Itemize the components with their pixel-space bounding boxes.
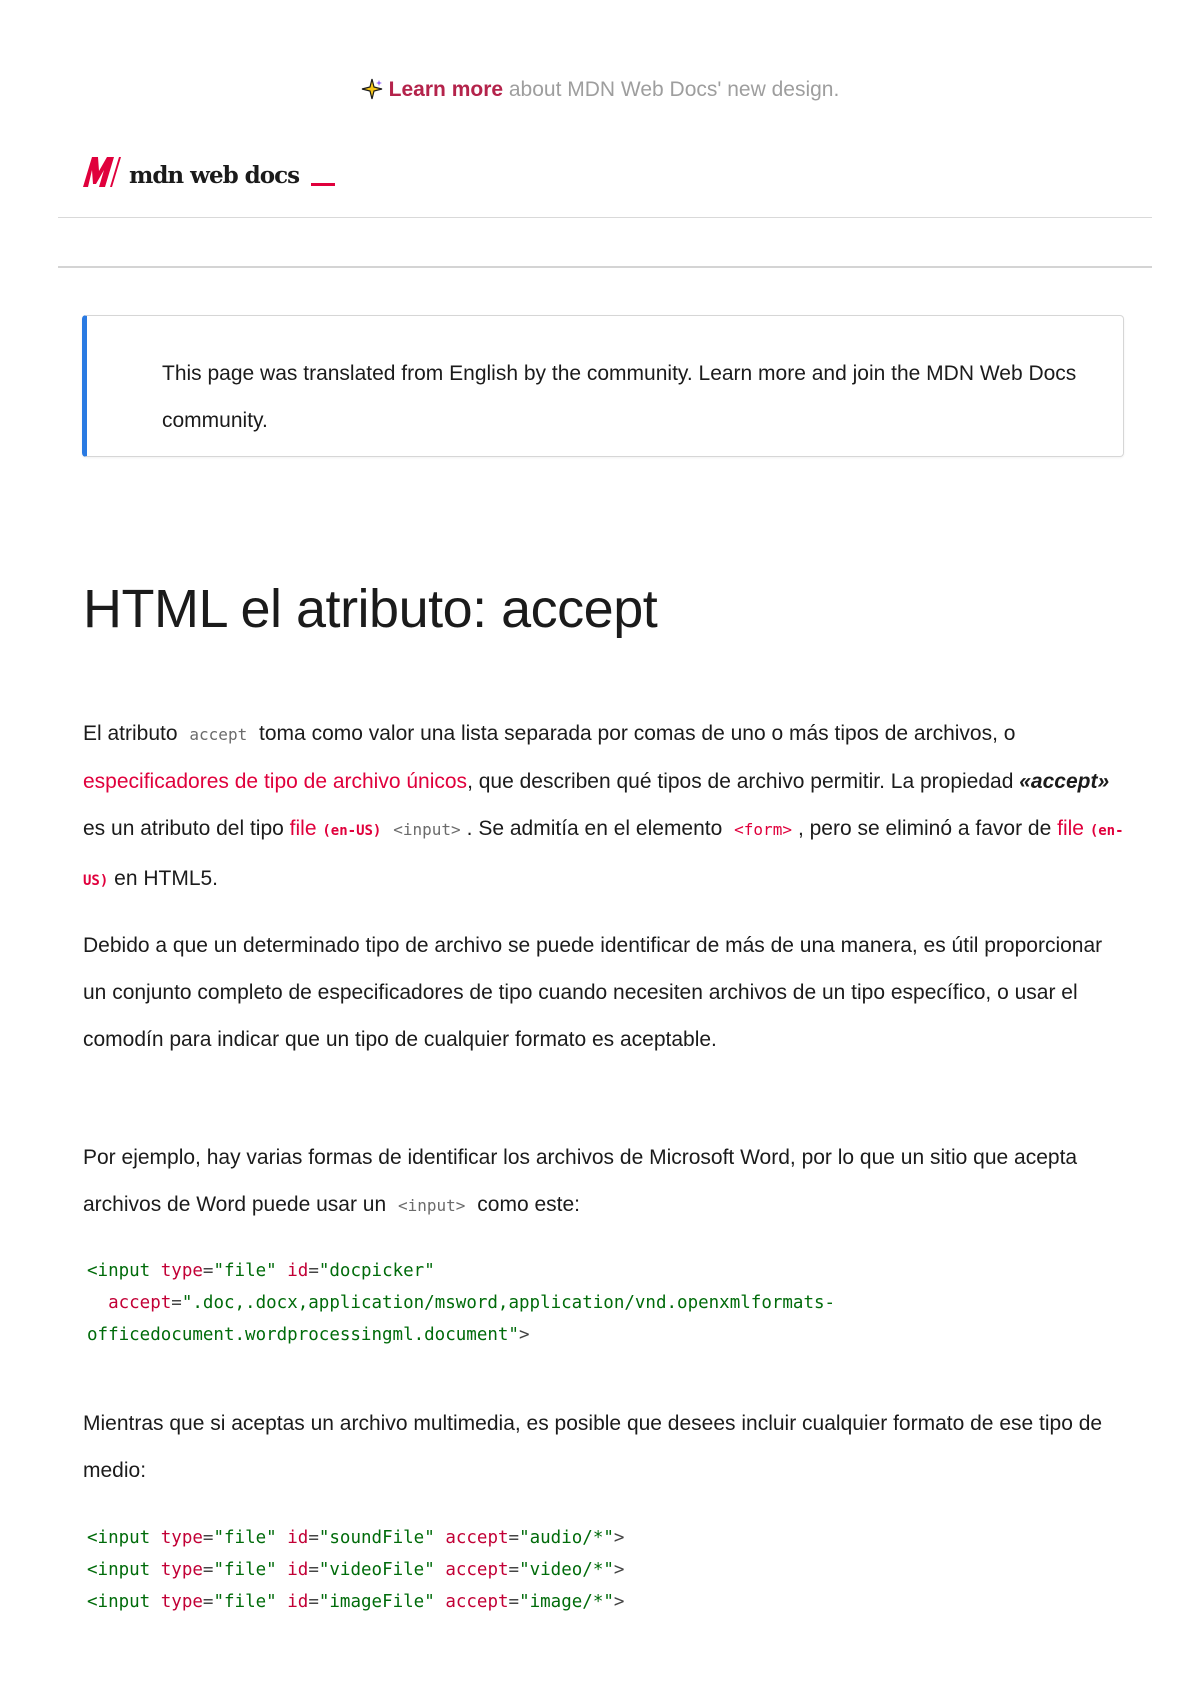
code-token: "imageFile" (318, 1592, 435, 1612)
code-token: type (160, 1261, 203, 1281)
announcement-banner (0, 78, 1200, 102)
page-title: HTML el atributo: accept (83, 579, 658, 639)
code-token: "soundFile" (318, 1528, 435, 1548)
learn-more-link[interactable]: Learn more (388, 78, 504, 101)
mdn-logo[interactable] (83, 157, 335, 187)
code-token: id (287, 1261, 309, 1281)
emphasis-accept: «accept» (1019, 770, 1110, 793)
code-token: > (518, 1325, 530, 1345)
code-token: officedocument.wordprocessingml.document" (87, 1325, 519, 1345)
code-token: ".doc,.docx,application/msword,application/vnd.openxmlformats- (181, 1293, 836, 1313)
code-token: accept (445, 1592, 509, 1612)
code-token: <input (87, 1528, 151, 1548)
code-token: "audio/*" (519, 1528, 614, 1548)
code-token: "docpicker" (318, 1261, 435, 1281)
code-example-media: <input type="file" id="soundFile" accept="audio/*"> <input type="file" id="videoFile" accept="video/*"> <input type="file" id="imageFile" accept="image/*"> (87, 1528, 625, 1612)
paragraph-2: Debido a que un determinado tipo de archivo se puede identificar de más de una manera, es útil proporcionar un conjunto completo de especificadores de tipo cuando necesiten archivos de un tipo específico, o usar el comodín para indicar que un tipo de cualquier formato es aceptable. (83, 934, 1103, 1051)
link-file[interactable] (290, 817, 382, 840)
code-example-word: <input type="file" id="docpicker" accept=".doc,.docx,application/msword,application/vnd.openxmlformats- officedocument.wordprocessingml.document"> (87, 1261, 836, 1345)
header-divider (58, 217, 1152, 218)
code-token: > (613, 1592, 625, 1612)
text: El atributo (83, 722, 178, 745)
code-token: accept (445, 1528, 509, 1548)
text: . Se admitía en el elemento (466, 817, 723, 840)
link-file-label: file (289, 817, 317, 840)
code-token: id (287, 1560, 309, 1580)
code-token: <input (87, 1560, 151, 1580)
text: , que describen qué tipos de archivo permitir. La propiedad (467, 770, 1014, 793)
logo-wordmark: mdn web docs (129, 162, 300, 189)
text: toma como valor una lista separada por comas de uno o más tipos de archivos, o (259, 722, 1016, 745)
code-token: accept (108, 1293, 172, 1313)
paragraph-3 (83, 1134, 1128, 1229)
toolbar-divider (58, 266, 1152, 268)
logo-cursor (311, 183, 335, 186)
code-token: "file" (213, 1560, 277, 1580)
code-token: type (160, 1528, 203, 1548)
notice-text: This page was translated from English by the community. Learn more and join the MDN Web Docs community. (162, 362, 1077, 432)
banner-text: about MDN Web Docs' new design. (503, 78, 840, 101)
code-token: type (160, 1592, 203, 1612)
code-input[interactable]: <input> (393, 820, 461, 839)
text: Por ejemplo, hay varias formas de identificar los archivos de Microsoft Word, por lo que un sitio que acepta archivos de Word puede usar un (83, 1146, 1078, 1216)
translation-notice (82, 315, 1124, 457)
code-token: id (287, 1592, 309, 1612)
text: en HTML5. (114, 867, 219, 890)
en-us-badge: (en-US) (83, 823, 1124, 889)
code-token: > (613, 1560, 625, 1580)
code-token: id (287, 1528, 309, 1548)
code-token: "image/*" (519, 1592, 614, 1612)
code-token: "file" (213, 1528, 277, 1548)
code-form[interactable]: <form> (734, 820, 792, 839)
text: es un atributo del tipo (83, 817, 284, 840)
code-token: type (160, 1560, 203, 1580)
code-token: > (613, 1528, 625, 1548)
code-token: "video/*" (519, 1560, 614, 1580)
code-accept: accept (189, 725, 248, 744)
paragraph-4: Mientras que si aceptas un archivo multimedia, es posible que desees incluir cualquier formato de ese tipo de medio: (83, 1412, 1103, 1482)
text: , pero se eliminó a favor de (797, 817, 1052, 840)
code-token: accept (445, 1560, 509, 1580)
code-token: <input (87, 1592, 151, 1612)
link-unique-file-type-specifiers[interactable]: especificadores de tipo de archivo únicos (83, 770, 468, 793)
text: como este: (477, 1193, 580, 1216)
link-file-label: file (1057, 817, 1084, 840)
code-token: "file" (213, 1592, 277, 1612)
en-us-badge: (en-US) (322, 823, 382, 839)
code-token: "videoFile" (318, 1560, 435, 1580)
code-token: <input (87, 1261, 161, 1281)
intro-paragraph (83, 710, 1128, 905)
code-token: "file" (213, 1261, 277, 1281)
mdn-m-logo-icon (83, 157, 121, 187)
code-input: <input> (397, 1196, 466, 1215)
sparkles-icon (361, 78, 383, 100)
